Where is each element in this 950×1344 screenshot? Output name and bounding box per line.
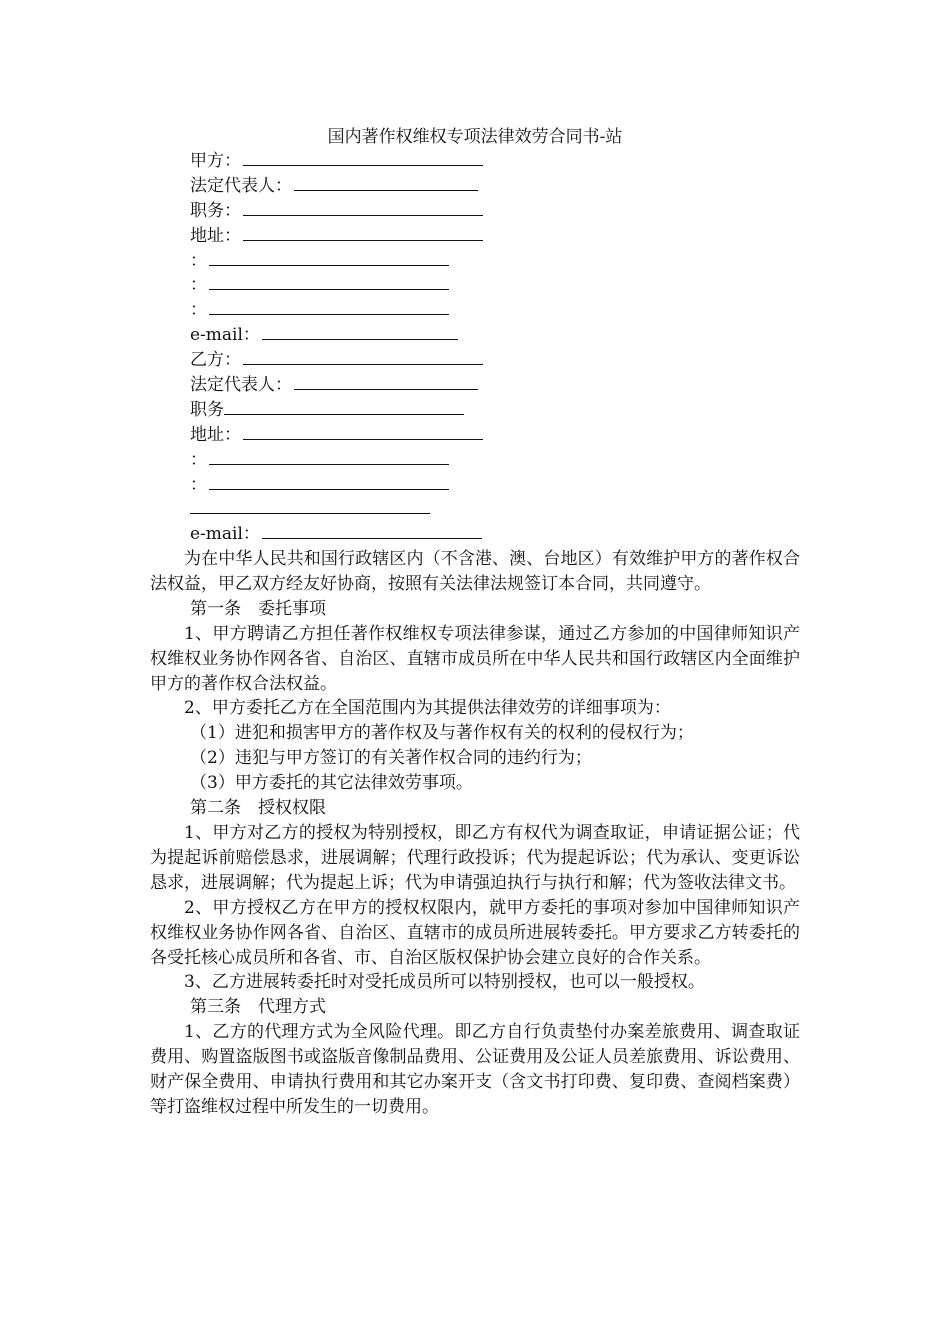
party-field-row [190,199,790,224]
blank-fill-line [243,226,483,241]
intro-paragraph: 为在中华人民共和国行政辖区内（不含港、澳、台地区）有效维护甲方的著作权合法权益，甲乙双方经友好协商，按照有关法律法规签订本合同，共同遵守。 [150,549,800,594]
blank-fill-line [209,300,449,315]
party-field-row [190,249,790,274]
document-title: 国内著作权维权专项法律效劳合同书-站 [327,127,623,147]
party-field-label: ： [190,449,207,470]
party-field-row [190,522,790,547]
party-field-label: e-mail： [190,325,260,346]
blank-fill-line [294,375,478,390]
blank-fill-line [262,524,482,539]
blank-fill-line [209,475,449,490]
article-1-heading: 第一条 委托事项 [190,598,326,619]
article-1-item-2: （2）违犯与甲方签订的有关著作权合同的违约行为； [190,748,592,769]
party-field-row [190,497,790,522]
party-field-row [190,224,790,249]
party-field-label: 法定代表人： [190,375,292,396]
party-field-label: 职务： [190,200,241,221]
article-2-heading: 第二条 授权权限 [190,798,326,819]
party-field-row [190,448,790,473]
party-field-row [190,298,790,323]
blank-fill-line [209,275,449,290]
party-field-label: 地址： [190,225,241,246]
blank-fill-line [243,350,483,365]
blank-fill-line [224,400,464,415]
article-1-paragraph-2: 2、甲方委托乙方在全国范围内为其提供法律效劳的详细事项为： [184,698,671,719]
party-field-label: ： [190,300,207,321]
article-2-paragraph-2: 2、甲方授权乙方在甲方的授权权限内，就甲方委托的事项对参加中国律师知识产权维权业务协作网各省、自治区、直辖市的成员所进展转委托。甲方要求乙方转委托的各受托核心成员所和各省、市、自治区版权保护协会建立良好的合作关系。 [150,897,800,968]
party-field-row [190,348,790,373]
party-field-row [190,398,790,423]
party-field-row [190,273,790,298]
party-field-label: 地址： [190,424,241,445]
blank-fill-line [294,176,478,191]
blank-fill-line [243,425,483,440]
party-field-label: 法定代表人： [190,175,292,196]
party-field-row [190,373,790,398]
article-1-item-1: （1）进犯和损害甲方的著作权及与著作权有关的权利的侵权行为； [190,723,694,744]
contract-body [150,547,800,1120]
party-field-row [190,174,790,199]
party-field-label: ： [190,275,207,296]
article-1-item-3: （3）甲方委托的其它法律效劳事项。 [190,773,473,794]
party-field-row [190,149,790,174]
party-field-label: ： [190,250,207,271]
article-2-paragraph-1: 1、甲方对乙方的授权为特别授权，即乙方有权代为调查取证，申请证据公证；代为提起诉前赔偿恳求，进展调解；代理行政投诉；代为提起诉讼；代为承认、变更诉讼恳求，进展调解；代为提起上诉；代为申请强迫执行与执行和解；代为签收法律文书。 [150,822,800,893]
article-1-paragraph-1: 1、甲方聘请乙方担任著作权维权专项法律参谋，通过乙方参加的中国律师知识产权维权业务协作网各省、自治区、直辖市成员所在中华人民共和国行政辖区内全面维护甲方的著作权合法权益。 [150,623,800,694]
blank-fill-line [209,450,449,465]
blank-fill-line [262,325,458,340]
blank-fill-line [209,251,449,266]
blank-fill-line [243,151,483,166]
article-3-paragraph-1: 1、乙方的代理方式为全风险代理。即乙方自行负责垫付办案差旅费用、调查取证费用、购置盗版图书或盗版音像制品费用、公证费用及公证人员差旅费用、诉讼费用、财产保全费用、申请执行费用和其它办案开支（含文书打印费、复印费、查阅档案费）等打盗维权过程中所发生的一切费用。 [150,1022,800,1117]
article-2-paragraph-3: 3、乙方进展转委托时对受托成员所可以特别授权，也可以一般授权。 [184,972,705,993]
blank-fill-line [190,499,430,514]
party-field-label: 甲方： [190,151,241,171]
party-field-label: ： [190,474,207,495]
party-field-row [190,473,790,498]
article-3-heading: 第三条 代理方式 [190,997,326,1018]
party-field-label: 职务 [190,399,224,420]
party-field-label: e-mail： [190,524,260,545]
party-info-block [190,149,790,547]
party-field-row [190,423,790,448]
party-field-row [190,323,790,348]
party-field-label: 乙方： [190,350,241,371]
blank-fill-line [243,201,483,216]
